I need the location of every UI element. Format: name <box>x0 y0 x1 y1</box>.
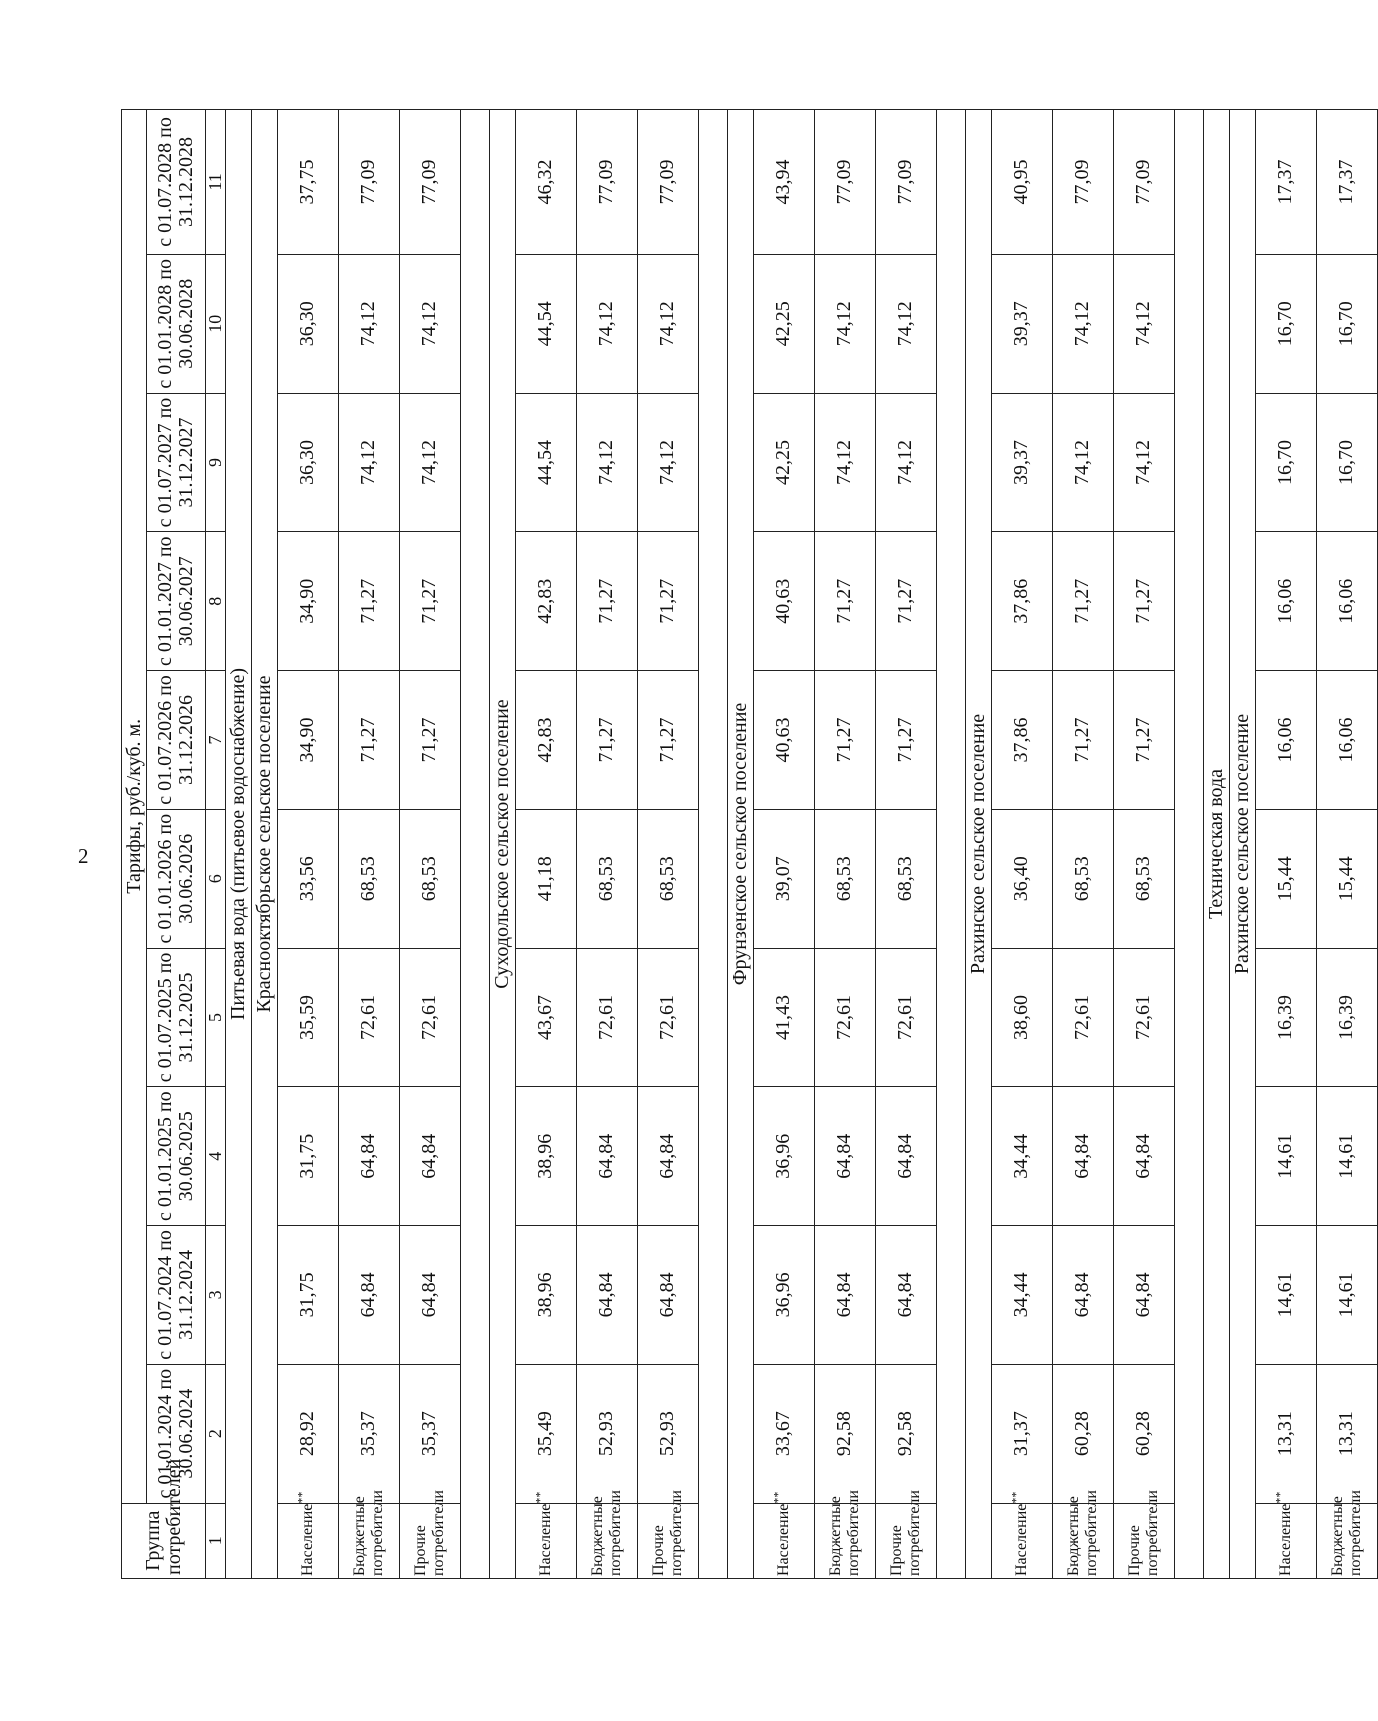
tariff-value: 31,37 <box>991 1364 1052 1503</box>
tariff-value: 77,09 <box>814 110 875 255</box>
column-number: 4 <box>206 1087 226 1226</box>
tariff-value: 72,61 <box>875 948 936 1087</box>
tariff-value: 72,61 <box>338 948 399 1087</box>
tariff-value: 74,12 <box>637 254 698 393</box>
spacer-row <box>698 110 727 1579</box>
tariff-value: 71,27 <box>814 532 875 671</box>
settlement-row <box>727 110 753 1579</box>
footnote-mark: ** <box>770 1491 785 1504</box>
tariff-value: 42,83 <box>515 532 576 671</box>
column-number: 9 <box>206 393 226 532</box>
column-number: 8 <box>206 532 226 671</box>
tariff-value: 77,09 <box>338 110 399 255</box>
tariff-value: 14,61 <box>1316 1226 1377 1365</box>
tariff-value: 17,37 <box>1316 110 1377 255</box>
tariff-value: 16,70 <box>1255 393 1316 532</box>
tariff-value: 74,12 <box>1052 393 1113 532</box>
period-header: с 01.01.2026 по 30.06.2026 <box>147 809 206 948</box>
consumer-label: Население <box>299 1503 317 1576</box>
tariff-value: 72,61 <box>814 948 875 1087</box>
consumer-cell <box>1255 1491 1316 1578</box>
page-number: 2 <box>78 844 89 868</box>
tariff-value: 74,12 <box>338 254 399 393</box>
tariff-value: 40,95 <box>991 110 1052 255</box>
section-row <box>1203 110 1229 1579</box>
tariff-value: 39,07 <box>753 809 814 948</box>
table-row <box>338 110 399 1579</box>
tariff-value: 15,44 <box>1255 809 1316 948</box>
period-header: с 01.07.2027 по 31.12.2027 <box>147 393 206 532</box>
consumer-label: Бюджетные потребители <box>827 1490 862 1576</box>
consumer-label: Прочие потребители <box>1126 1490 1161 1576</box>
tariff-value: 64,84 <box>338 1087 399 1226</box>
tariff-value: 72,61 <box>637 948 698 1087</box>
tariff-value: 68,53 <box>875 809 936 948</box>
consumer-cell <box>1316 1490 1377 1578</box>
consumer-cell <box>1113 1490 1174 1578</box>
column-number: 2 <box>206 1364 226 1503</box>
tariff-value: 33,56 <box>277 809 338 948</box>
tariff-value: 16,39 <box>1316 948 1377 1087</box>
settlement-name: Рахинское сельское поселение <box>1229 110 1255 1579</box>
tariff-value: 37,86 <box>991 532 1052 671</box>
tariff-value: 72,61 <box>576 948 637 1087</box>
settlement-name: Рахинское сельское поселение <box>965 110 991 1579</box>
consumer-cell <box>576 1490 637 1578</box>
tariff-value: 64,84 <box>399 1226 460 1365</box>
settlement-row <box>251 110 277 1579</box>
consumer-cell <box>637 1490 698 1578</box>
consumer-label: Население <box>537 1503 555 1576</box>
tariff-table <box>121 109 1378 1579</box>
tariff-value: 71,27 <box>1113 532 1174 671</box>
section-title: Питьевая вода (питьевое водоснабжение) <box>225 110 251 1579</box>
table-body <box>122 110 1378 1579</box>
consumer-cell <box>399 1490 460 1578</box>
tariff-value: 74,12 <box>576 393 637 532</box>
consumer-label: Бюджетные потребители <box>351 1490 386 1576</box>
tariff-value: 17,37 <box>1255 110 1316 255</box>
consumer-label: Население <box>1013 1503 1031 1576</box>
column-number: 7 <box>206 671 226 810</box>
tariff-value: 77,09 <box>875 110 936 255</box>
tariff-value: 35,59 <box>277 948 338 1087</box>
table-row <box>753 110 814 1579</box>
tariff-value: 14,61 <box>1316 1087 1377 1226</box>
consumer-label: Бюджетные потребители <box>1065 1490 1100 1576</box>
section-row <box>225 110 251 1579</box>
section-title: Техническая вода <box>1203 110 1229 1579</box>
consumer-label: Бюджетные потребители <box>589 1490 624 1576</box>
tariff-value: 42,25 <box>753 393 814 532</box>
tariff-value: 14,61 <box>1255 1226 1316 1365</box>
tariff-value: 13,31 <box>1255 1364 1316 1503</box>
tariff-value: 77,09 <box>637 110 698 255</box>
tariff-value: 42,83 <box>515 671 576 810</box>
tariff-value: 16,70 <box>1255 254 1316 393</box>
table-row <box>1316 110 1377 1579</box>
tariff-value: 43,94 <box>753 110 814 255</box>
footnote-mark: ** <box>294 1491 309 1504</box>
tariff-value: 64,84 <box>1052 1226 1113 1365</box>
footnote-mark: ** <box>1272 1491 1287 1504</box>
tariff-value: 68,53 <box>399 809 460 948</box>
tariff-value: 35,37 <box>338 1364 399 1503</box>
tariff-value: 60,28 <box>1052 1364 1113 1503</box>
tariff-value: 71,27 <box>875 532 936 671</box>
tariff-value: 71,27 <box>875 671 936 810</box>
tariff-value: 77,09 <box>1113 110 1174 255</box>
tariff-value: 74,12 <box>1052 254 1113 393</box>
tariff-value: 74,12 <box>814 393 875 532</box>
tariff-value: 16,39 <box>1255 948 1316 1087</box>
tariff-value: 14,61 <box>1255 1087 1316 1226</box>
tariff-value: 64,84 <box>637 1226 698 1365</box>
tariff-value: 71,27 <box>637 532 698 671</box>
tariff-value: 68,53 <box>1052 809 1113 948</box>
consumer-cell <box>991 1491 1052 1578</box>
tariff-value: 74,12 <box>1113 393 1174 532</box>
table-row <box>637 110 698 1579</box>
spacer-cell <box>936 110 965 1579</box>
tariff-value: 64,84 <box>875 1087 936 1226</box>
tariff-value: 41,18 <box>515 809 576 948</box>
consumer-cell <box>515 1491 576 1578</box>
tariff-value: 64,84 <box>1113 1226 1174 1365</box>
consumer-cell <box>1052 1490 1113 1578</box>
tariff-value: 60,28 <box>1113 1364 1174 1503</box>
column-number: 1 <box>206 1503 226 1578</box>
tariff-value: 77,09 <box>399 110 460 255</box>
group-header: Группа потребителей <box>122 1503 206 1578</box>
period-header: с 01.07.2028 по 31.12.2028 <box>147 110 206 255</box>
consumer-cell <box>338 1490 399 1578</box>
tariff-value: 68,53 <box>1113 809 1174 948</box>
tariff-value: 71,27 <box>576 671 637 810</box>
tariff-value: 74,12 <box>399 254 460 393</box>
tariffs-header: Тарифы, руб./куб. м. <box>122 110 147 1504</box>
tariff-value: 38,96 <box>515 1087 576 1226</box>
tariff-value: 77,09 <box>1052 110 1113 255</box>
tariff-value: 33,67 <box>753 1364 814 1503</box>
settlement-name: Краснооктябрьское сельское поселение <box>251 110 277 1579</box>
tariff-value: 46,32 <box>515 110 576 255</box>
consumer-label: Население <box>1277 1503 1295 1576</box>
tariff-value: 74,12 <box>576 254 637 393</box>
tariff-value: 71,27 <box>814 671 875 810</box>
settlement-row <box>1229 110 1255 1579</box>
settlement-name: Фрунзенское сельское поселение <box>727 110 753 1579</box>
tariff-value: 68,53 <box>338 809 399 948</box>
tariff-value: 40,63 <box>753 671 814 810</box>
tariff-value: 36,96 <box>753 1226 814 1365</box>
spacer-row <box>460 110 489 1579</box>
spacer-row <box>936 110 965 1579</box>
table-row <box>576 110 637 1579</box>
tariff-value: 64,84 <box>576 1087 637 1226</box>
tariff-value: 71,27 <box>576 532 637 671</box>
column-number: 10 <box>206 254 226 393</box>
tariff-value: 74,12 <box>875 254 936 393</box>
tariff-value: 64,84 <box>875 1226 936 1365</box>
tariff-value: 71,27 <box>637 671 698 810</box>
tariff-value: 64,84 <box>637 1087 698 1226</box>
tariff-value: 72,61 <box>399 948 460 1087</box>
tariff-value: 16,70 <box>1316 393 1377 532</box>
period-header: с 01.01.2024 по 30.06.2024 <box>147 1364 206 1503</box>
tariff-value: 64,84 <box>814 1226 875 1365</box>
table-row <box>515 110 576 1579</box>
tariff-value: 44,54 <box>515 254 576 393</box>
tariff-value: 36,40 <box>991 809 1052 948</box>
tariff-value: 71,27 <box>399 671 460 810</box>
tariff-value: 71,27 <box>338 671 399 810</box>
spacer-cell <box>698 110 727 1579</box>
period-header: с 01.01.2027 по 30.06.2027 <box>147 532 206 671</box>
table-row <box>1052 110 1113 1579</box>
footnote-mark: ** <box>1008 1491 1023 1504</box>
spacer-cell <box>1174 110 1203 1579</box>
consumer-cell <box>277 1491 338 1578</box>
settlement-row <box>489 110 515 1579</box>
tariff-value: 37,86 <box>991 671 1052 810</box>
tariff-value: 52,93 <box>637 1364 698 1503</box>
tariff-value: 34,90 <box>277 532 338 671</box>
table-row <box>1255 110 1316 1579</box>
tariff-value: 74,12 <box>875 393 936 532</box>
tariff-value: 92,58 <box>814 1364 875 1503</box>
period-header: с 01.01.2028 по 30.06.2028 <box>147 254 206 393</box>
tariff-value: 39,37 <box>991 393 1052 532</box>
table-row <box>875 110 936 1579</box>
period-header: с 01.07.2025 по 31.12.2025 <box>147 948 206 1087</box>
consumer-label: Прочие потребители <box>412 1490 447 1576</box>
column-number: 6 <box>206 809 226 948</box>
tariff-value: 64,84 <box>814 1087 875 1226</box>
consumer-label: Прочие потребители <box>650 1490 685 1576</box>
tariff-value: 31,75 <box>277 1226 338 1365</box>
tariff-value: 52,93 <box>576 1364 637 1503</box>
tariff-value: 15,44 <box>1316 809 1377 948</box>
tariff-value: 16,06 <box>1316 532 1377 671</box>
consumer-cell <box>753 1491 814 1578</box>
settlement-name: Суходольское сельское поселение <box>489 110 515 1579</box>
consumer-label: Прочие потребители <box>888 1490 923 1576</box>
consumer-cell <box>875 1490 936 1578</box>
tariff-value: 35,37 <box>399 1364 460 1503</box>
table-row <box>991 110 1052 1579</box>
tariff-value: 43,67 <box>515 948 576 1087</box>
tariff-value: 71,27 <box>338 532 399 671</box>
tariff-value: 41,43 <box>753 948 814 1087</box>
tariff-value: 39,37 <box>991 254 1052 393</box>
tariff-value: 16,06 <box>1255 671 1316 810</box>
tariff-value: 92,58 <box>875 1364 936 1503</box>
consumer-label: Население <box>775 1503 793 1576</box>
spacer-cell <box>460 110 489 1579</box>
tariff-value: 38,96 <box>515 1226 576 1365</box>
tariff-value: 74,12 <box>637 393 698 532</box>
tariff-value: 34,90 <box>277 671 338 810</box>
tariff-value: 36,96 <box>753 1087 814 1226</box>
period-header: с 01.07.2024 по 31.12.2024 <box>147 1226 206 1365</box>
tariff-value: 74,12 <box>1113 254 1174 393</box>
tariff-value: 34,44 <box>991 1226 1052 1365</box>
tariff-value: 13,31 <box>1316 1364 1377 1503</box>
table-row <box>399 110 460 1579</box>
tariff-value: 74,12 <box>814 254 875 393</box>
period-header: с 01.07.2026 по 31.12.2026 <box>147 671 206 810</box>
tariff-value: 74,12 <box>338 393 399 532</box>
tariff-value: 72,61 <box>1113 948 1174 1087</box>
tariff-value: 16,06 <box>1255 532 1316 671</box>
tariff-value: 68,53 <box>814 809 875 948</box>
settlement-row <box>965 110 991 1579</box>
tariff-value: 37,75 <box>277 110 338 255</box>
column-number: 3 <box>206 1226 226 1365</box>
period-header: с 01.01.2025 по 30.06.2025 <box>147 1087 206 1226</box>
tariff-value: 42,25 <box>753 254 814 393</box>
tariff-value: 74,12 <box>399 393 460 532</box>
tariff-value: 35,49 <box>515 1364 576 1503</box>
rotated-table-wrapper <box>121 109 1364 1579</box>
spacer-row <box>1174 110 1203 1579</box>
tariff-value: 64,84 <box>338 1226 399 1365</box>
tariff-value: 36,30 <box>277 254 338 393</box>
tariff-value: 71,27 <box>399 532 460 671</box>
tariff-value: 71,27 <box>1113 671 1174 810</box>
tariff-value: 44,54 <box>515 393 576 532</box>
table-row <box>1113 110 1174 1579</box>
consumer-cell <box>814 1490 875 1578</box>
tariff-value: 64,84 <box>1113 1087 1174 1226</box>
consumer-label: Бюджетные потребители <box>1329 1490 1364 1576</box>
tariff-value: 71,27 <box>1052 532 1113 671</box>
table-row <box>814 110 875 1579</box>
tariff-value: 36,30 <box>277 393 338 532</box>
tariff-value: 64,84 <box>576 1226 637 1365</box>
column-number: 5 <box>206 948 226 1087</box>
tariff-value: 64,84 <box>399 1087 460 1226</box>
tariff-value: 40,63 <box>753 532 814 671</box>
tariff-value: 71,27 <box>1052 671 1113 810</box>
footnote-mark: ** <box>532 1491 547 1504</box>
tariff-value: 34,44 <box>991 1087 1052 1226</box>
tariff-value: 16,70 <box>1316 254 1377 393</box>
tariff-value: 64,84 <box>1052 1087 1113 1226</box>
column-number: 11 <box>206 110 226 255</box>
tariff-value: 72,61 <box>1052 948 1113 1087</box>
table-row <box>277 110 338 1579</box>
tariff-value: 68,53 <box>637 809 698 948</box>
tariff-value: 38,60 <box>991 948 1052 1087</box>
tariff-value: 77,09 <box>576 110 637 255</box>
tariff-value: 31,75 <box>277 1087 338 1226</box>
tariff-value: 28,92 <box>277 1364 338 1503</box>
tariff-value: 16,06 <box>1316 671 1377 810</box>
tariff-value: 68,53 <box>576 809 637 948</box>
